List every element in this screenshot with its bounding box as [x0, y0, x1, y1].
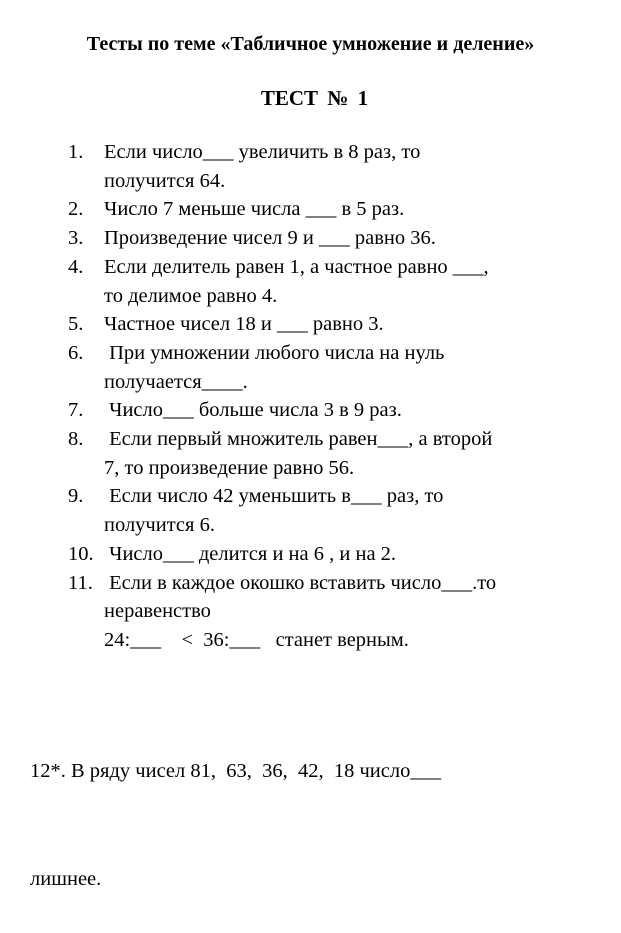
question-number: 6. — [68, 341, 84, 364]
question-number: 4. — [68, 255, 84, 278]
question-text-line: Если первый множитель равен___, а второй — [104, 428, 493, 451]
question-text-line: Если делитель равен 1, а частное равно ___, — [104, 255, 489, 278]
question-text-line: получится 6. — [104, 514, 215, 537]
question-number: 2. — [68, 198, 84, 221]
question-text-line: При умножении любого числа на нуль — [104, 341, 445, 364]
question-item — [0, 425, 621, 482]
question-text-line: Число 7 меньше числа ___ в 5 раз. — [104, 198, 405, 221]
question-number: 7. — [68, 399, 84, 422]
question-text-line: Если в каждое окошко вставить число___.то — [104, 571, 497, 594]
question-text-line: 24:___ < 36:___ станет верным. — [104, 628, 409, 651]
question-item — [0, 310, 621, 339]
question-item — [0, 339, 621, 396]
question-number: 8. — [68, 428, 84, 451]
question-number: 1. — [68, 141, 84, 163]
question-text-line: Частное чисел 18 и ___ равно 3. — [104, 313, 384, 336]
question-item — [0, 195, 621, 224]
test-title: ТЕСТ № 1 — [260, 86, 369, 110]
question-item — [0, 396, 621, 425]
question-text-line: Число___ делится и на 6 , и на 2. — [104, 542, 397, 565]
question-item — [0, 253, 621, 310]
question-list — [0, 138, 621, 655]
question-item — [0, 540, 621, 569]
question-item — [0, 138, 621, 195]
question-text-line: Произведение чисел 9 и ___ равно 36. — [104, 227, 436, 250]
bonus-question-line-2: лишнее. — [30, 868, 102, 890]
question-text-line: Если число___ увеличить в 8 раз, то — [104, 141, 421, 163]
bonus-question-line-1: 12*. В ряду чисел 81, 63, 36, 42, 18 число___ — [30, 760, 442, 782]
question-item — [0, 224, 621, 253]
question-number: 11. — [68, 571, 93, 594]
question-item — [0, 482, 621, 539]
bonus-question — [30, 681, 441, 933]
question-text-line: неравенство — [104, 600, 211, 623]
question-text-line: 7, то произведение равно 56. — [104, 456, 355, 479]
question-number: 5. — [68, 313, 84, 336]
question-text-line: получается____. — [104, 370, 248, 393]
page-title: Тесты по теме «Табличное умножение и деление» — [86, 33, 535, 55]
question-number: 10. — [68, 542, 94, 565]
question-item — [0, 569, 621, 655]
question-number: 9. — [68, 485, 84, 508]
question-text-line: получится 64. — [104, 169, 226, 192]
question-text-line: Если число 42 уменьшить в___ раз, то — [104, 485, 444, 508]
question-number: 3. — [68, 227, 84, 250]
question-text-line: то делимое равно 4. — [104, 284, 278, 307]
question-text-line: Число___ больше числа 3 в 9 раз. — [104, 399, 402, 422]
